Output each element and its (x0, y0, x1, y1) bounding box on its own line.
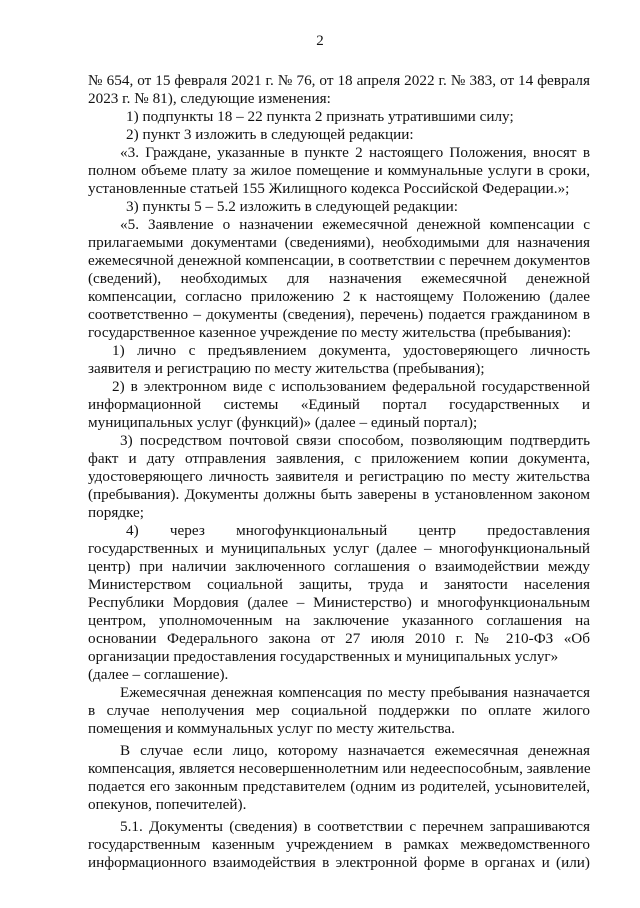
text-line: полном объеме плату за жилое помещение и коммунальные услуги в сроки, (88, 162, 590, 179)
text-line: соответственно – документы (сведения), перечень) подается гражданином в (88, 306, 590, 323)
text-line: компенсация, является несовершеннолетним или недееспособным, заявление (88, 760, 591, 777)
text-line: установленные статьей 155 Жилищного кодекса Российской Федерации.»; (88, 180, 570, 197)
text-line: 2023 г. № 81), следующие изменения: (88, 90, 331, 107)
text-line: «5. Заявление о назначении ежемесячной денежной компенсации с (120, 216, 590, 233)
text-line: ежемесячной денежной компенсации, в соответствии с перечнем документов (88, 252, 590, 269)
text-line: (далее – соглашение). (88, 666, 229, 683)
text-line: Министерством социальной защиты, труда и занятости населения (88, 576, 590, 593)
text-line: № 654, от 15 февраля 2021 г. № 76, от 18 апреля 2022 г. № 383, от 14 февраля (88, 72, 590, 89)
text-line: государственных и муниципальных услуг (далее – многофункциональный (88, 540, 590, 557)
text-line: прилагаемыми документами (сведениями), необходимыми для назначения (88, 234, 590, 251)
text-line: помещения и коммунальных услуг по месту жительства. (88, 720, 455, 737)
text-line: компенсации, согласно приложению 2 к настоящему Положению (далее (88, 288, 590, 305)
text-line: в случае неполучения мер социальной поддержки по оплате жилого (88, 702, 590, 719)
text-line: информационного взаимодействия в электронной форме в органах и (или) (88, 854, 590, 871)
text-line: (сведений), необходимых для назначения ежемесячной денежной (88, 270, 590, 287)
text-line: государственным казенным учреждением в рамках межведомственного (88, 836, 590, 853)
text-line: организации предоставления государственных и муниципальных услуг» (88, 648, 559, 665)
text-line: муниципальных услуг (функций)» (далее – единый портал); (88, 414, 478, 431)
text-line: В случае если лицо, которому назначается ежемесячная денежная (120, 742, 590, 759)
text-line: Ежемесячная денежная компенсация по месту пребывания назначается (120, 684, 590, 701)
text-line: 5.1. Документы (сведения) в соответствии с перечнем запрашиваются (120, 818, 590, 835)
text-line: центр) при наличии заключенного соглашения о взаимодействии между (88, 558, 590, 575)
text-line: Республики Мордовия (далее – Министерство) и многофункциональным (88, 594, 590, 611)
text-line: подается его законным представителем (одним из родителей, усыновителей, (88, 778, 590, 795)
text-line: 3) пункты 5 – 5.2 изложить в следующей редакции: (126, 198, 459, 215)
text-line: «3. Граждане, указанные в пункте 2 настоящего Положения, вносят в (120, 144, 590, 161)
text-line: основании Федерального закона от 27 июля 2010 г. № 210-ФЗ «Об (88, 630, 590, 647)
text-line: заявителя и регистрацию по месту жительства (пребывания); (88, 360, 485, 377)
text-line: 1) лично с предъявлением документа, удостоверяющего личность (112, 342, 590, 359)
text-line: государственное казенное учреждение по месту жительства (пребывания): (88, 324, 572, 341)
text-line: порядке; (88, 504, 144, 521)
text-line: опекунов, попечителей). (88, 796, 247, 813)
text-line: (пребывания). Документы должны быть заверены в установленном законом (88, 486, 590, 503)
text-line: факт и дату отправления заявления, с приложением копии документа, (88, 450, 590, 467)
page-number: 2 (316, 33, 324, 49)
text-line: 1) подпункты 18 – 22 пункта 2 признать утратившими силу; (126, 108, 514, 125)
text-line: 2) в электронном виде с использованием федеральной государственной (112, 378, 590, 395)
text-line: удостоверяющего личность заявителя и регистрацию по месту жительства (88, 468, 590, 485)
text-line: центром, уполномоченным на заключение указанного соглашения на (88, 612, 590, 629)
text-line: 3) посредством почтовой связи способом, позволяющим подтвердить (120, 432, 590, 449)
text-line: 2) пункт 3 изложить в следующей редакции: (126, 126, 414, 143)
text-line: информационной системы «Единый портал государственных и (88, 396, 590, 413)
text-line: 4) через многофункциональный центр предоставления (126, 522, 590, 539)
